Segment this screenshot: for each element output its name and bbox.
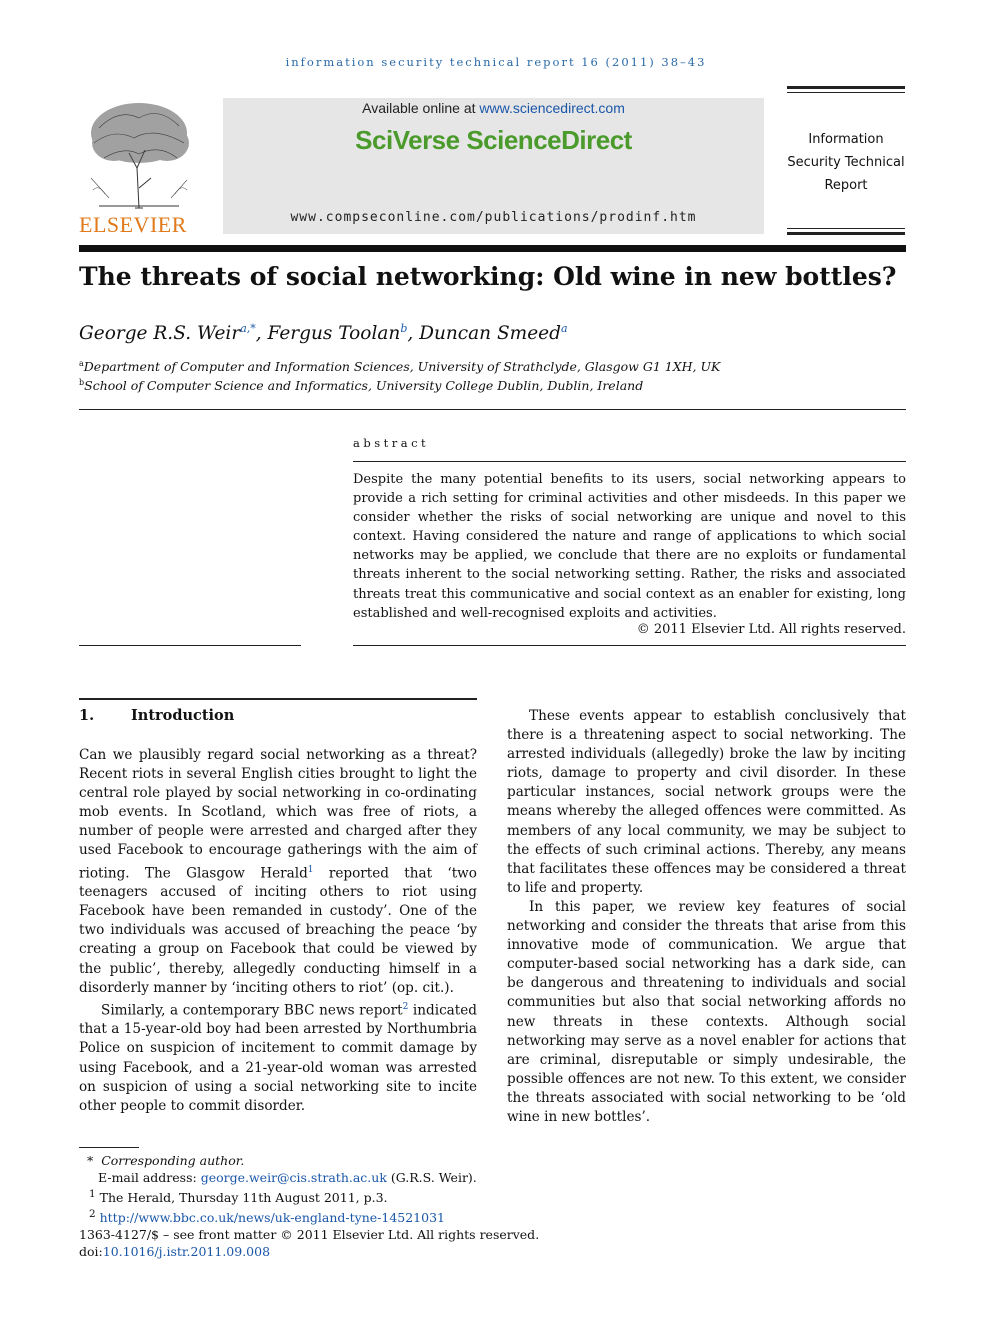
- journal-box-line: Report: [824, 178, 868, 193]
- divider: [353, 645, 906, 646]
- email-label: E-mail address:: [98, 1170, 201, 1185]
- footnote-2: [79, 1206, 559, 1226]
- issn-line: 1363-4127/$ – see front matter © 2011 Elsevier Ltd. All rights reserved.: [79, 1227, 540, 1243]
- author-separator: ,: [407, 323, 420, 345]
- email-owner: (G.R.S. Weir).: [386, 1170, 477, 1185]
- journal-url[interactable]: www.compseconline.com/publications/prodinf.htm: [290, 210, 697, 225]
- author-affiliation-mark[interactable]: b: [400, 322, 408, 335]
- journal-box-line: Security Technical: [787, 155, 905, 170]
- affiliation: [79, 359, 720, 374]
- footnote-mark: *: [87, 1153, 94, 1168]
- author-name[interactable]: Fergus Toolan: [267, 323, 401, 345]
- paragraph: These events appear to establish conclusively that there is a threatening aspect to social networking. The arrested individuals (allegedly) broke the law by inciting riots, damage to property and civil disorder. In these particular instances, social network groups were the means whereby the alleged offences were committed. As members of any local community, we may be subject to the effects of such criminal actions. Thereby, any means that facilitates these offences may be considered a threat to life and property.: [507, 708, 906, 896]
- abstract-heading: abstract: [353, 436, 430, 450]
- section-title: Introduction: [131, 707, 235, 724]
- paragraph-text: Can we plausibly regard social networking as a threat? Recent riots in several English cities brought to light the central role played by social networking in co-ordinating mob events. In Scotland, which was free of riots, a number of people were arrested and charged after they used Facebook to encourage gatherings with the aim of rioting. The Glasgow Herald: [79, 747, 477, 882]
- affiliation: [79, 378, 643, 393]
- doi-link[interactable]: 10.1016/j.istr.2011.09.008: [102, 1244, 271, 1260]
- author-name[interactable]: Duncan Smeed: [419, 323, 561, 345]
- paragraph-text: indicated that a 15-year-old boy had been arrested by Northumbria Police on suspicion of incitement to commit damage by using Facebook, and a 21-year-old woman was arrested on suspicion of using a social networking site to incite other people to commit disorder.: [79, 1002, 477, 1114]
- corresponding-author-label: Corresponding author.: [101, 1153, 245, 1168]
- paragraph-text: reported that ‘two teenagers accused of inciting others to riot using Facebook have been remanded in custody’. One of the two individuals was accused of breaching the peace ‘by creating a group on Facebook that could be viewed by the public’, thereby, allegedly conducting himself in a disorderly manner by ‘inciting others to riot’ (op. cit.).: [79, 865, 477, 996]
- author-affiliation-mark[interactable]: a: [560, 322, 568, 335]
- footnote-mark: 2: [89, 1208, 96, 1221]
- section-rule: [79, 698, 477, 700]
- elsevier-wordmark: ELSEVIER: [79, 212, 187, 237]
- doi-label: doi:: [79, 1244, 103, 1260]
- divider: [353, 461, 906, 462]
- paragraph: [79, 746, 477, 998]
- footnote-mark: 1: [89, 1188, 96, 1200]
- author-affiliation-mark[interactable]: a,*: [240, 322, 256, 335]
- footnote-text: The Herald, Thursday 11th August 2011, p.3.: [99, 1190, 388, 1206]
- affiliation-text: Department of Computer and Information Sciences, University of Strathclyde, Glasgow G1 1XH, UK: [83, 359, 721, 375]
- email-note: [79, 1169, 559, 1186]
- divider: [79, 645, 301, 646]
- body-column-left: [79, 746, 477, 1116]
- author-separator: ,: [255, 323, 268, 345]
- footnote-rule: [79, 1147, 139, 1148]
- footnotes: [79, 1152, 559, 1260]
- footnote-ref[interactable]: 1: [307, 864, 314, 875]
- section-number: 1.: [79, 707, 95, 724]
- paragraph: In this paper, we review key features of social networking and consider the threats that arise from this innovative mode of communication. We argue that computer-based social networking has a dark side, can be dangerous and threatening to individuals and social communities but also that social networking affords no new threats in these contexts. Although social networking may serve as a novel enabler for actions that are criminal, disreputable or simply undesirable, the possible offences are not new. To this extent, we consider the threats associated with social networking to be ‘old wine in new bottles’.: [507, 898, 906, 1125]
- sciverse-sciencedirect-logo: SciVerse ScienceDirect: [355, 125, 632, 155]
- body-column-right: [507, 707, 906, 1127]
- abstract-copyright: © 2011 Elsevier Ltd. All rights reserved.: [636, 622, 906, 637]
- journal-title-box-text: [787, 128, 905, 197]
- available-online-line: [223, 100, 764, 116]
- affiliation-mark: b: [79, 378, 85, 387]
- sciencedirect-banner: [223, 98, 764, 234]
- article-title: The threats of social networking: Old wine in new bottles?: [79, 262, 897, 291]
- journal-citation-line: information security technical report 16 (2011) 38–43: [285, 55, 707, 69]
- paragraph-text: Similarly, a contemporary BBC news report: [101, 1002, 403, 1019]
- abstract-text: Despite the many potential benefits to its users, social networking appears to provide a rich setting for criminal activities and other misdeeds. In this paper we consider whether the risks of social networking are unique and novel to this context. Having considered the nature and range of applications to which social networks may be applied, we conclude that there are no exploits or fundamental threats inherent to the social networking setting. Rather, the risks and associated threats treat this communicative and social context as an enabler for existing, long established and well-recognised exploits and activities.: [353, 472, 906, 621]
- affiliation-mark: a: [79, 359, 84, 368]
- footnote-ref[interactable]: 2: [402, 1001, 409, 1012]
- header-rule: [79, 245, 906, 252]
- bbc-news-link[interactable]: http://www.bbc.co.uk/news/uk-england-tyne-14521031: [99, 1210, 445, 1226]
- divider: [79, 409, 906, 410]
- corresponding-author-note: [79, 1152, 559, 1169]
- email-link[interactable]: george.weir@cis.strath.ac.uk: [200, 1170, 387, 1185]
- doi-line: [79, 1243, 559, 1260]
- paragraph: [79, 998, 477, 1116]
- sciencedirect-link[interactable]: www.sciencedirect.com: [479, 100, 625, 116]
- author-name[interactable]: George R.S. Weir: [79, 323, 241, 345]
- footnote-1: [79, 1186, 559, 1206]
- affiliation-text: School of Computer Science and Informatics, University College Dublin, Dublin, Ireland: [84, 378, 644, 394]
- section-heading: [79, 707, 234, 724]
- available-online-label: Available online at: [362, 100, 480, 116]
- journal-box-line: Information: [808, 132, 884, 147]
- journal-title-box: [787, 86, 905, 236]
- author-list: [79, 322, 568, 344]
